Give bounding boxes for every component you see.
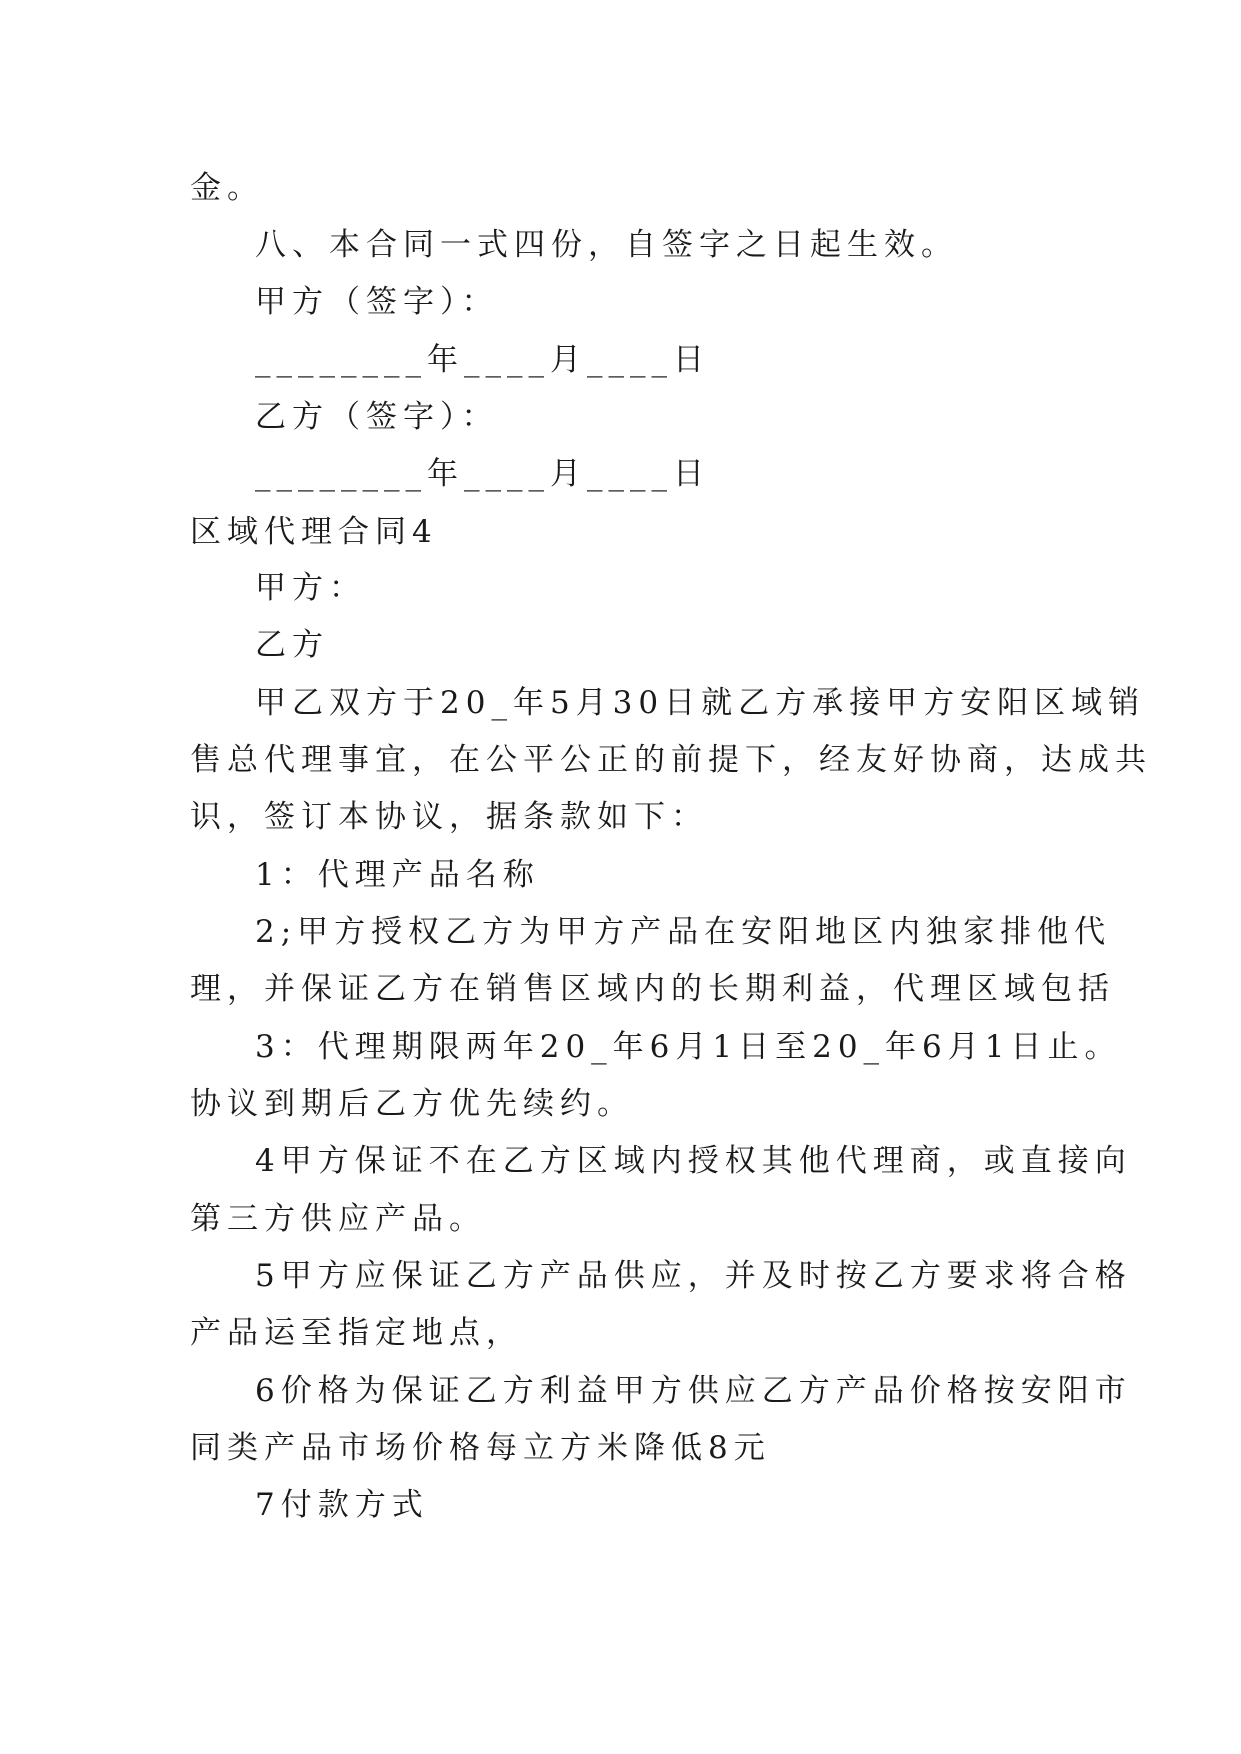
text-line: 金。 <box>190 170 264 206</box>
text-line: 6价格为保证乙方利益甲方供应乙方产品价格按安阳市 <box>255 1373 1132 1409</box>
text-line: 3：代理期限两年20_年6月1日至20_年6月1日止。 <box>255 1029 1122 1065</box>
text-line: 甲乙双方于20_年5月30日就乙方承接甲方安阳区域销 <box>255 685 1146 721</box>
party-b-date-line: ________年____月____日 <box>255 456 710 492</box>
text-line: 第三方供应产品。 <box>190 1201 486 1237</box>
party-b-label: 乙方 <box>255 627 329 663</box>
party-a-date-line: ________年____月____日 <box>255 342 710 378</box>
text-line: 2;甲方授权乙方为甲方产品在安阳地区内独家排他代 <box>255 914 1112 950</box>
text-line: 5甲方应保证乙方产品供应，并及时按乙方要求将合格 <box>255 1258 1132 1294</box>
text-line: 同类产品市场价格每立方米降低8元 <box>190 1430 771 1466</box>
party-a-label: 甲方： <box>255 570 366 606</box>
text-line: 售总代理事宜，在公平公正的前提下，经友好协商，达成共 <box>190 742 1152 778</box>
section-title: 区域代理合同4 <box>190 514 438 550</box>
text-line: 协议到期后乙方优先续约。 <box>190 1086 634 1122</box>
text-line: 1：代理产品名称 <box>255 857 540 893</box>
text-line: 识，签订本协议，据条款如下： <box>190 799 708 835</box>
text-line: 7付款方式 <box>255 1487 429 1523</box>
party-a-signature-label: 甲方（签字）： <box>255 284 499 320</box>
clause-8: 八、本合同一式四份，自签字之日起生效。 <box>255 227 958 263</box>
text-line: 理，并保证乙方在销售区域内的长期利益，代理区域包括 <box>190 971 1115 1007</box>
text-line: 产品运至指定地点， <box>190 1315 523 1351</box>
text-line: 4甲方保证不在乙方区域内授权其他代理商，或直接向 <box>255 1143 1132 1179</box>
party-b-signature-label: 乙方（签字）： <box>255 399 499 435</box>
